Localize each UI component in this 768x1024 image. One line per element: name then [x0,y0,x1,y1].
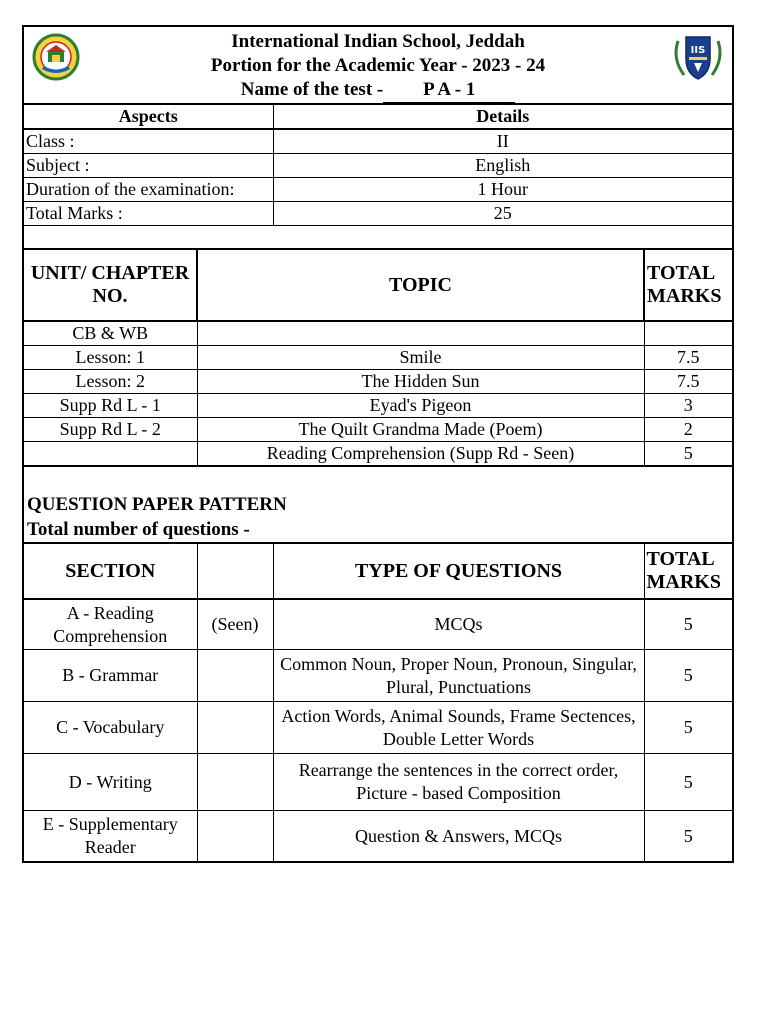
blank-row [23,226,733,250]
syllabus-unit: Supp Rd L - 1 [23,394,197,418]
detail-subject: English [273,154,733,178]
test-label: Name of the test - [240,78,384,100]
portion-table [22,25,734,863]
detail-total-marks: 25 [273,202,733,226]
syllabus-topic: The Quilt Grandma Made (Poem) [197,418,644,442]
aspect-duration: Duration of the examination: [23,178,273,202]
pattern-type: MCQs [273,599,644,650]
topic-header: TOPIC [197,249,644,321]
syllabus-unit [23,442,197,467]
pattern-note [197,754,273,811]
aspect-class: Class : [23,129,273,154]
aspects-header: Aspects [23,104,273,129]
syllabus-topic: Smile [197,346,644,370]
syllabus-marks: 2 [644,418,733,442]
school-name: International Indian School, Jeddah [231,30,525,52]
aspect-total-marks: Total Marks : [23,202,273,226]
unit-chapter-header: UNIT/ CHAPTER NO. [23,249,197,321]
svg-text:IIS: IIS [690,45,706,56]
portion-line: Portion for the Academic Year - 2023 - 24 [210,54,546,76]
total-questions-label: Total number of questions - [27,519,250,540]
pattern-title-block [23,466,733,543]
syllabus-unit: Lesson: 1 [23,346,197,370]
pattern-section: E - Supplementary Reader [23,811,197,863]
syllabus-unit: Lesson: 2 [23,370,197,394]
pattern-marks: 5 [644,811,733,863]
pattern-total-marks-header: TOTAL MARKS [644,543,733,599]
pattern-note [197,811,273,863]
pattern-marks: 5 [644,754,733,811]
test-name-line [26,78,730,103]
syllabus-marks: 7.5 [644,346,733,370]
pattern-title: QUESTION PAPER PATTERN [27,494,287,515]
iis-shield-laurel-icon [670,31,726,83]
detail-duration: 1 Hour [273,178,733,202]
aspect-subject: Subject : [23,154,273,178]
syllabus-marks: 7.5 [644,370,733,394]
pattern-section: C - Vocabulary [23,702,197,754]
syllabus-topic [197,321,644,346]
document-header [23,26,733,104]
type-of-questions-header: TYPE OF QUESTIONS [273,543,644,599]
pattern-section: A - Reading Comprehension [23,599,197,650]
syllabus-topic: Eyad's Pigeon [197,394,644,418]
portion-sheet [22,25,732,863]
section-header: SECTION [23,543,197,599]
pattern-note [197,702,273,754]
syllabus-topic: Reading Comprehension (Supp Rd - Seen) [197,442,644,467]
syllabus-unit: Supp Rd L - 2 [23,418,197,442]
school-crest-icon [32,33,80,81]
pattern-type: Common Noun, Proper Noun, Pronoun, Singular, Plural, Punctuations [273,650,644,702]
syllabus-marks: 5 [644,442,733,467]
syllabus-marks [644,321,733,346]
syllabus-unit: CB & WB [23,321,197,346]
pattern-marks: 5 [644,702,733,754]
total-marks-header: TOTAL MARKS [644,249,733,321]
pattern-type: Question & Answers, MCQs [273,811,644,863]
note-header [197,543,273,599]
syllabus-marks: 3 [644,394,733,418]
pattern-section: D - Writing [23,754,197,811]
syllabus-topic: The Hidden Sun [197,370,644,394]
pattern-type: Rearrange the sentences in the correct order, Picture - based Composition [273,754,644,811]
details-header: Details [273,104,733,129]
pattern-marks: 5 [644,599,733,650]
pattern-section: B - Grammar [23,650,197,702]
pattern-type: Action Words, Animal Sounds, Frame Sectences, Double Letter Words [273,702,644,754]
test-name: P A - 1 [383,78,515,103]
pattern-marks: 5 [644,650,733,702]
pattern-note: (Seen) [197,599,273,650]
pattern-note [197,650,273,702]
detail-class: II [273,129,733,154]
